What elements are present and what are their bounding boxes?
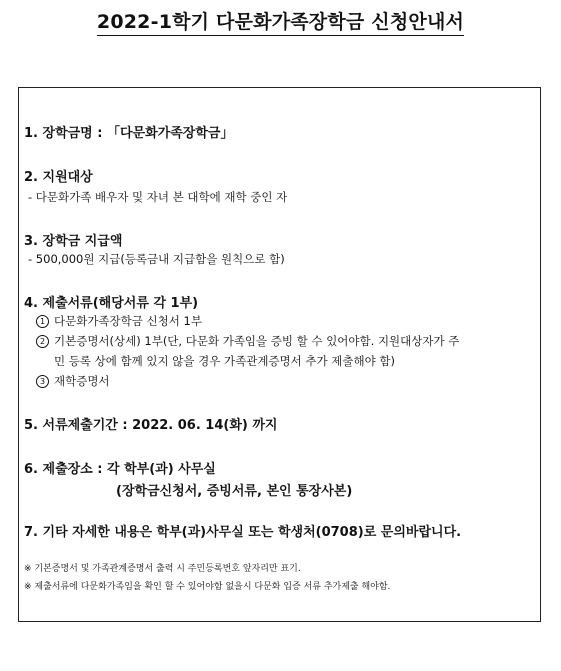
section-6-subtext: (장학금신청서, 증빙서류, 본인 통장사본)	[116, 484, 353, 499]
document-item-continued: 민 등록 상에 함께 있지 않을 경우 가족관계증명서 추가 제출해야 함)	[54, 354, 395, 368]
page-title	[0, 10, 561, 36]
document-item-text: 기본증명서(상세) 1부(단, 다문화 가족임을 증빙 할 수 있어야함. 지원대상자가 주	[54, 334, 460, 348]
document-item	[36, 373, 110, 389]
section-2-text: - 다문화가족 배우자 및 자녀 본 대학에 재학 중인 자	[28, 190, 288, 204]
document-item	[36, 333, 459, 349]
footnote: ※ 제출서류에 다문화가족임을 확인 할 수 있어야함 없을시 다문화 입증 서류 추가제출 해야함.	[24, 582, 391, 592]
footnote: ※ 기본증명서 및 가족관계증명서 출력 시 주민등록번호 앞자리만 표기.	[24, 564, 301, 574]
page-title-text: 2022-1학기 다문화가족장학금 신청안내서	[97, 10, 464, 36]
section-2-heading: 2. 지원대상	[24, 170, 93, 185]
section-5-heading: 5. 서류제출기간 : 2022. 06. 14(화) 까지	[24, 418, 278, 433]
section-4-heading: 4. 제출서류(해당서류 각 1부)	[24, 296, 199, 311]
document-item-text: 다문화가족장학금 신청서 1부	[54, 314, 202, 328]
document-item-text: 재학증명서	[54, 374, 110, 388]
section-3-text: - 500,000원 지급(등록금내 지급함을 원칙으로 함)	[28, 252, 285, 266]
number-circle: 1	[36, 315, 49, 328]
number-circle: 2	[36, 335, 49, 348]
section-3-heading: 3. 장학금 지급액	[24, 234, 123, 249]
number-circle: 3	[36, 375, 49, 388]
document-item	[36, 313, 202, 329]
section-6-heading: 6. 제출장소 : 각 학부(과) 사무실	[24, 462, 216, 477]
section-1-heading: 1. 장학금명 : 「다문화가족장학금」	[24, 126, 234, 141]
section-7-heading: 7. 기타 자세한 내용은 학부(과)사무실 또는 학생처(0708)로 문의바랍니다.	[24, 525, 462, 540]
